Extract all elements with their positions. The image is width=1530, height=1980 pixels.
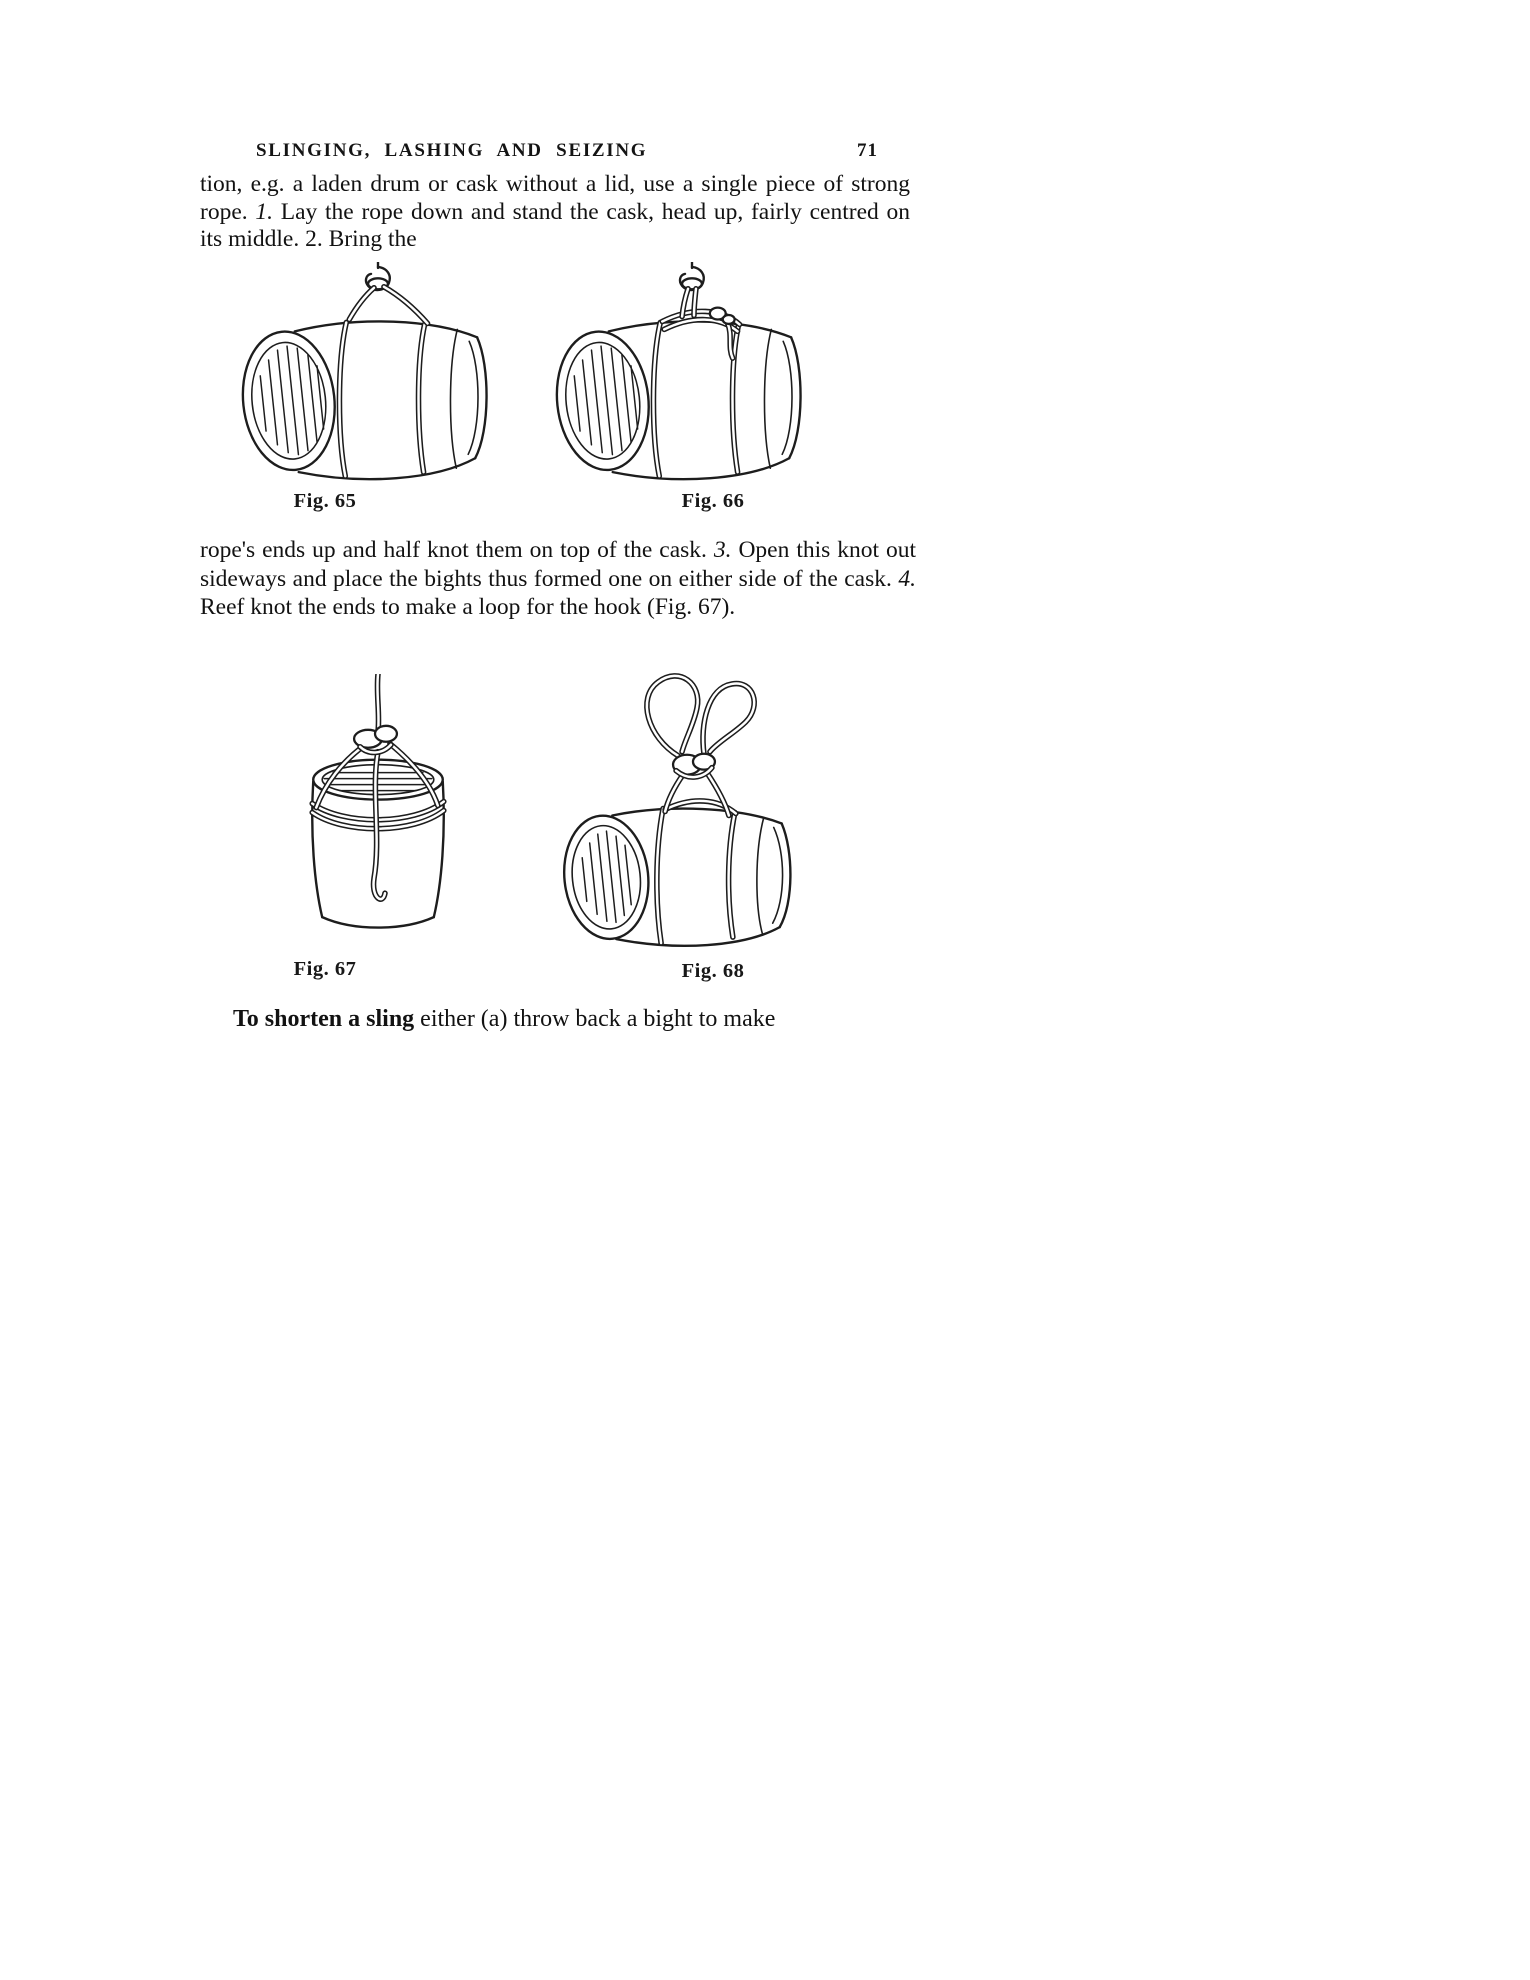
figure-65 bbox=[228, 262, 528, 493]
text-segment: Open this knot out sideways and place the bights thus formed one on either side of the cask. bbox=[200, 537, 916, 592]
cask-side-drawing bbox=[236, 321, 486, 479]
text-segment: 3. bbox=[713, 537, 732, 563]
cask-side-drawing bbox=[558, 809, 790, 946]
figure-caption: Fig. 68 bbox=[681, 960, 745, 982]
cask-head-hatching bbox=[571, 343, 640, 457]
text-segment: either (a) throw back a bight to make bbox=[414, 1006, 776, 1032]
running-title: SLINGING, LASHING AND SEIZING bbox=[256, 140, 648, 161]
figure-caption: Fig. 66 bbox=[681, 490, 745, 512]
rope-sling bbox=[657, 754, 736, 943]
text-segment: 1. bbox=[255, 198, 273, 225]
text-segment: Reef knot the ends to make a loop for the hook (Fig. 67). bbox=[200, 594, 736, 620]
hook-icon bbox=[680, 262, 704, 290]
cask-head-hatching bbox=[580, 829, 633, 925]
paragraph-3 bbox=[200, 1006, 924, 1034]
figure-caption: Fig. 67 bbox=[293, 958, 357, 980]
rope-sling bbox=[339, 287, 427, 476]
figure-caption: Fig. 65 bbox=[293, 490, 357, 512]
figure-67 bbox=[228, 674, 528, 963]
fig66-illustration bbox=[542, 262, 842, 488]
fig68-illustration bbox=[542, 672, 842, 958]
text-segment: To shorten a sling bbox=[233, 1006, 415, 1032]
fig67-illustration bbox=[228, 674, 528, 958]
figure-66 bbox=[542, 262, 842, 493]
hook-loops bbox=[647, 676, 754, 756]
text-segment: Lay the rope down and stand the cask, head up, fairly centred on its middle. 2. Bring the bbox=[200, 198, 910, 252]
text-segment: rope's ends up and half knot them on top of the cask. bbox=[200, 537, 714, 563]
paragraph-1 bbox=[200, 171, 910, 254]
figure-68 bbox=[542, 672, 842, 963]
cask-head-hatching bbox=[257, 343, 326, 457]
paragraph-2 bbox=[200, 536, 916, 622]
fig65-illustration bbox=[228, 262, 528, 488]
page-number: 71 bbox=[857, 140, 878, 161]
cask-side-drawing bbox=[550, 321, 800, 479]
rope-sling bbox=[312, 726, 444, 899]
text-segment: 4. bbox=[898, 565, 916, 592]
hoist-rope bbox=[377, 674, 378, 732]
text-segment: tion, e.g. a laden drum or cask without a lid, use a single piece of strong rope. bbox=[200, 171, 910, 225]
rope-sling bbox=[653, 289, 739, 476]
page-header bbox=[200, 140, 902, 162]
